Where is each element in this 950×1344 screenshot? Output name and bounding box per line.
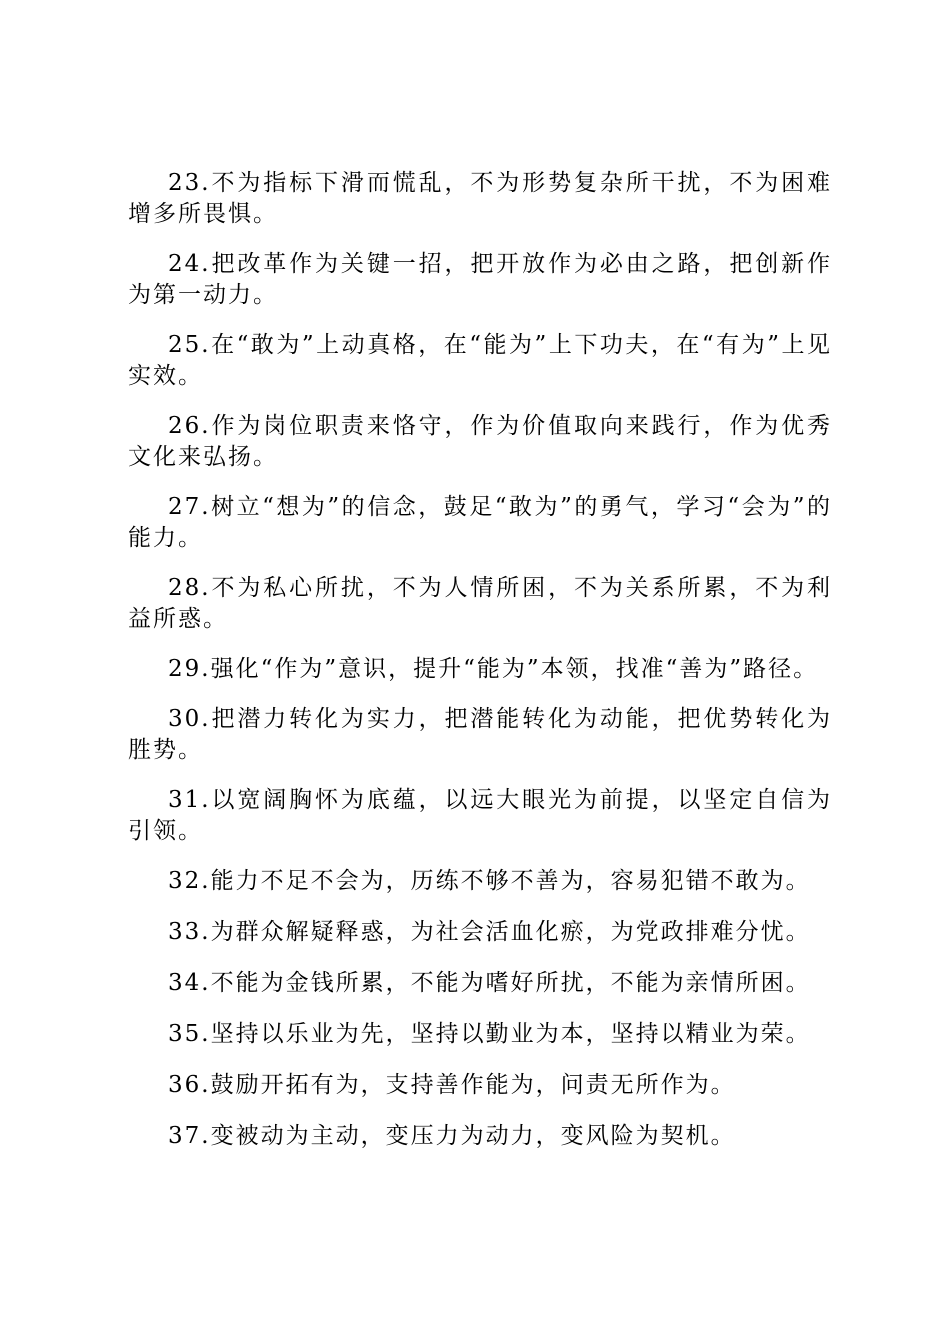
paragraph-25: 25.在“敢为”上动真格，在“能为”上下功夫，在“有为”上见实效。 [128, 332, 832, 389]
paragraph-30: 30.把潜力转化为实力，把潜能转化为动能，把优势转化为胜势。 [128, 706, 832, 763]
paragraph-31: 31.以宽阔胸怀为底蕴，以远大眼光为前提，以坚定自信为引领。 [128, 787, 832, 844]
paragraph-36: 36.鼓励开拓有为，支持善作能为，问责无所作为。 [168, 1072, 736, 1098]
paragraph-33: 33.为群众解疑释惑，为社会活血化瘀，为党政排难分忧。 [168, 919, 811, 945]
paragraph-23: 23.不为指标下滑而慌乱，不为形势复杂所干扰，不为困难增多所畏惧。 [128, 170, 832, 227]
paragraph-32: 32.能力不足不会为，历练不够不善为，容易犯错不敢为。 [168, 868, 811, 894]
paragraph-28: 28.不为私心所扰，不为人情所困，不为关系所累，不为利益所惑。 [128, 575, 832, 632]
paragraph-37: 37.变被动为主动，变压力为动力，变风险为契机。 [168, 1123, 736, 1149]
paragraph-34: 34.不能为金钱所累，不能为嗜好所扰，不能为亲情所困。 [168, 970, 811, 996]
paragraph-24: 24.把改革作为关键一招，把开放作为必由之路，把创新作为第一动力。 [128, 251, 832, 308]
paragraph-29: 29.强化“作为”意识，提升“能为”本领，找准“善为”路径。 [168, 656, 819, 682]
paragraph-35: 35.坚持以乐业为先，坚持以勤业为本，坚持以精业为荣。 [168, 1021, 811, 1047]
paragraph-27: 27.树立“想为”的信念，鼓足“敢为”的勇气，学习“会为”的能力。 [128, 494, 832, 551]
paragraph-26: 26.作为岗位职责来恪守，作为价值取向来践行，作为优秀文化来弘扬。 [128, 413, 832, 470]
document-body [128, 168, 832, 1172]
